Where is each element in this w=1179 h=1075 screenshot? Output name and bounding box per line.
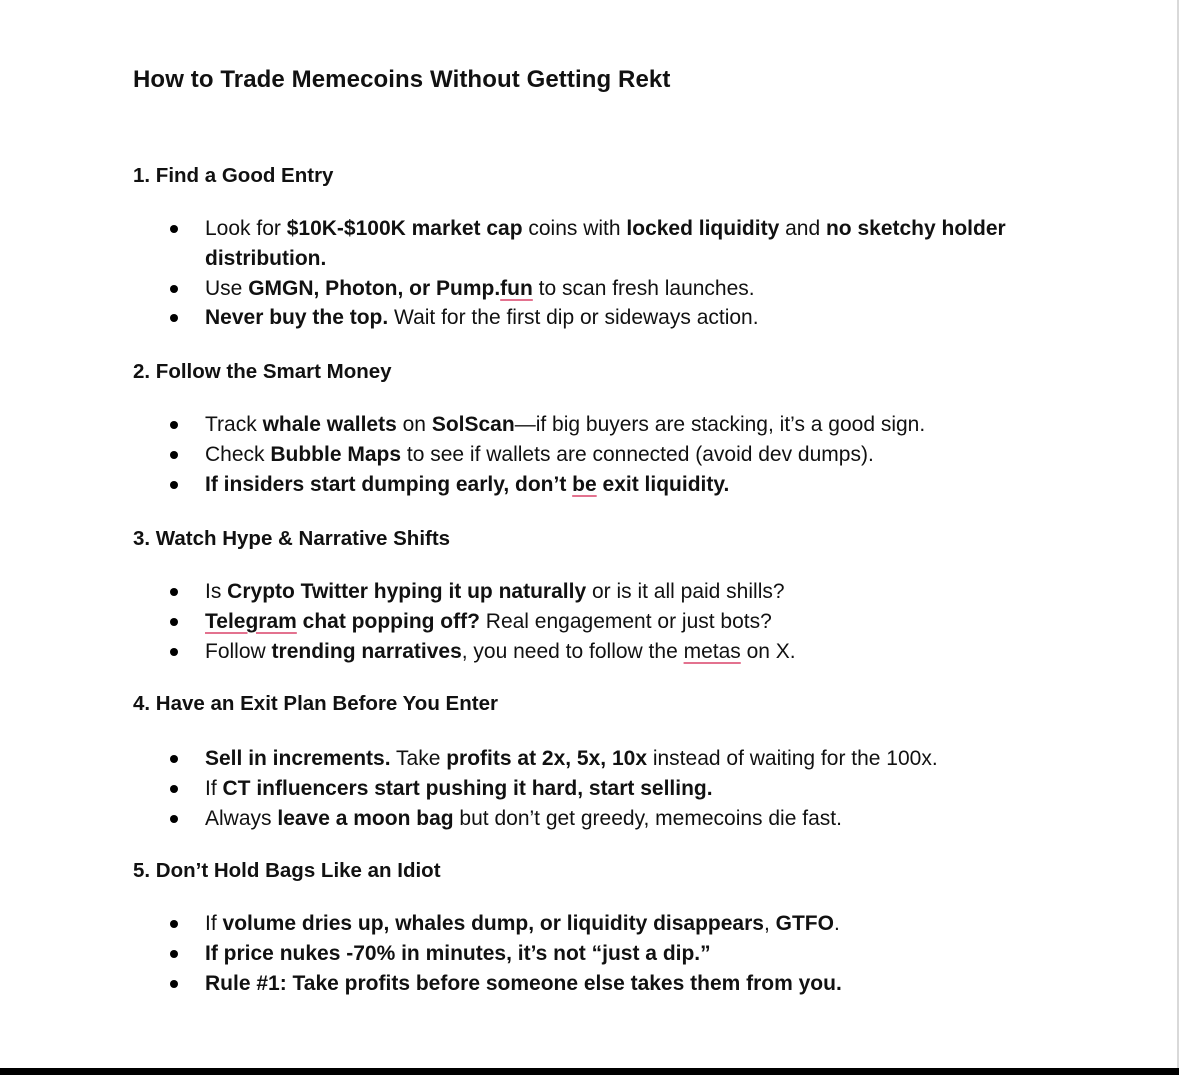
bold-run: If price nukes -70% in minutes, it’s not “just a dip.” — [205, 941, 711, 965]
bullet-list-exit-plan — [168, 744, 1018, 833]
list-item — [168, 969, 1018, 999]
section-heading-hold-bags: 5. Don’t Hold Bags Like an Idiot — [133, 859, 441, 882]
text-run: to scan fresh launches. — [532, 276, 755, 300]
text-run: Take — [390, 747, 447, 770]
list-item — [168, 440, 1018, 470]
list-item — [168, 274, 1018, 304]
bold-run: If insiders start dumping early, don’t — [205, 472, 573, 496]
document-title: How to Trade Memecoins Without Getting Rekt — [133, 66, 671, 93]
text-run: Check — [205, 442, 271, 466]
text-run: Always — [205, 806, 278, 830]
section-heading-find-entry: 1. Find a Good Entry — [133, 164, 334, 187]
list-item — [168, 607, 1018, 637]
bold-run: trending narratives — [271, 639, 462, 663]
bold-run: Rule #1: Take profits before someone else takes them from you. — [205, 971, 842, 995]
text-run: but don’t get greedy, memecoins die fast. — [453, 806, 842, 830]
text-run: to see if wallets are connected (avoid dev dumps). — [401, 442, 874, 466]
section-heading-exit-plan: 4. Have an Exit Plan Before You Enter — [133, 692, 498, 715]
bullet-list-find-entry — [168, 214, 1018, 333]
bold-run: CT influencers start pushing it hard, start selling. — [222, 776, 713, 800]
text-run: If — [205, 776, 223, 800]
text-run: Wait for the first dip or sideways action. — [388, 306, 759, 330]
text-run: If — [205, 912, 223, 935]
text-run: Real engagement or just bots? — [479, 609, 772, 633]
bold-run: leave a moon bag — [277, 806, 454, 830]
spellcheck-underlined-word[interactable]: fun — [500, 276, 533, 300]
spellcheck-underlined-word[interactable]: Telegram — [205, 609, 297, 633]
bold-run: whale wallets — [262, 413, 397, 436]
list-item — [168, 744, 1018, 774]
bold-run: volume dries up, whales dump, or liquidity disappears — [222, 912, 764, 935]
text-run: Look for — [205, 217, 287, 240]
list-item — [168, 939, 1018, 969]
bold-run: no sketchy holder distribution. — [205, 217, 1006, 270]
text-run: coins with — [522, 217, 627, 240]
text-run: Follow — [205, 639, 272, 663]
text-run: , — [763, 912, 776, 935]
text-run: Use — [205, 276, 249, 300]
bold-run: SolScan — [431, 413, 515, 436]
spellcheck-underlined-word[interactable]: be — [572, 472, 597, 496]
bullet-list-smart-money — [168, 410, 1018, 499]
text-run: and — [779, 217, 826, 240]
list-item — [168, 909, 1018, 939]
text-run: instead of waiting for the 100x. — [647, 747, 938, 770]
bold-run: Sell in increments. — [205, 747, 391, 770]
bold-run: exit liquidity. — [596, 472, 730, 496]
bold-run: GMGN, Photon, or Pump. — [248, 276, 501, 300]
list-item — [168, 804, 1018, 834]
list-item — [168, 577, 1018, 607]
bullet-list-hype-narrative — [168, 577, 1018, 666]
section-heading-hype-narrative: 3. Watch Hype & Narrative Shifts — [133, 527, 451, 550]
list-item — [168, 410, 1018, 440]
bold-run: GTFO — [775, 912, 834, 935]
bold-run: profits at 2x, 5x, 10x — [446, 747, 647, 770]
bold-run: $10K-$100K market cap — [286, 217, 523, 240]
text-run: Track — [205, 413, 263, 436]
section-heading-smart-money: 2. Follow the Smart Money — [133, 360, 392, 383]
list-item — [168, 774, 1018, 804]
bullet-list-hold-bags — [168, 909, 1018, 998]
list-item — [168, 303, 1018, 333]
text-run: on — [396, 413, 432, 436]
text-run: or is it all paid shills? — [586, 580, 785, 603]
text-run: . — [833, 912, 840, 935]
bold-run: locked liquidity — [626, 217, 780, 240]
bold-run: Bubble Maps — [270, 442, 402, 466]
text-run: Is — [205, 580, 228, 603]
bold-run: Never buy the top. — [205, 306, 389, 330]
spellcheck-underlined-word[interactable]: metas — [683, 639, 741, 663]
list-item — [168, 214, 1018, 274]
bold-run: Crypto Twitter hyping it up naturally — [227, 580, 587, 603]
text-run: , you need to follow the — [461, 639, 684, 663]
list-item — [168, 470, 1018, 500]
bold-run: chat popping off? — [296, 609, 480, 633]
bottom-border-bar — [0, 1068, 1179, 1075]
list-item — [168, 637, 1018, 667]
text-run: —if big buyers are stacking, it’s a good sign. — [514, 413, 926, 436]
text-run: on X. — [740, 639, 796, 663]
